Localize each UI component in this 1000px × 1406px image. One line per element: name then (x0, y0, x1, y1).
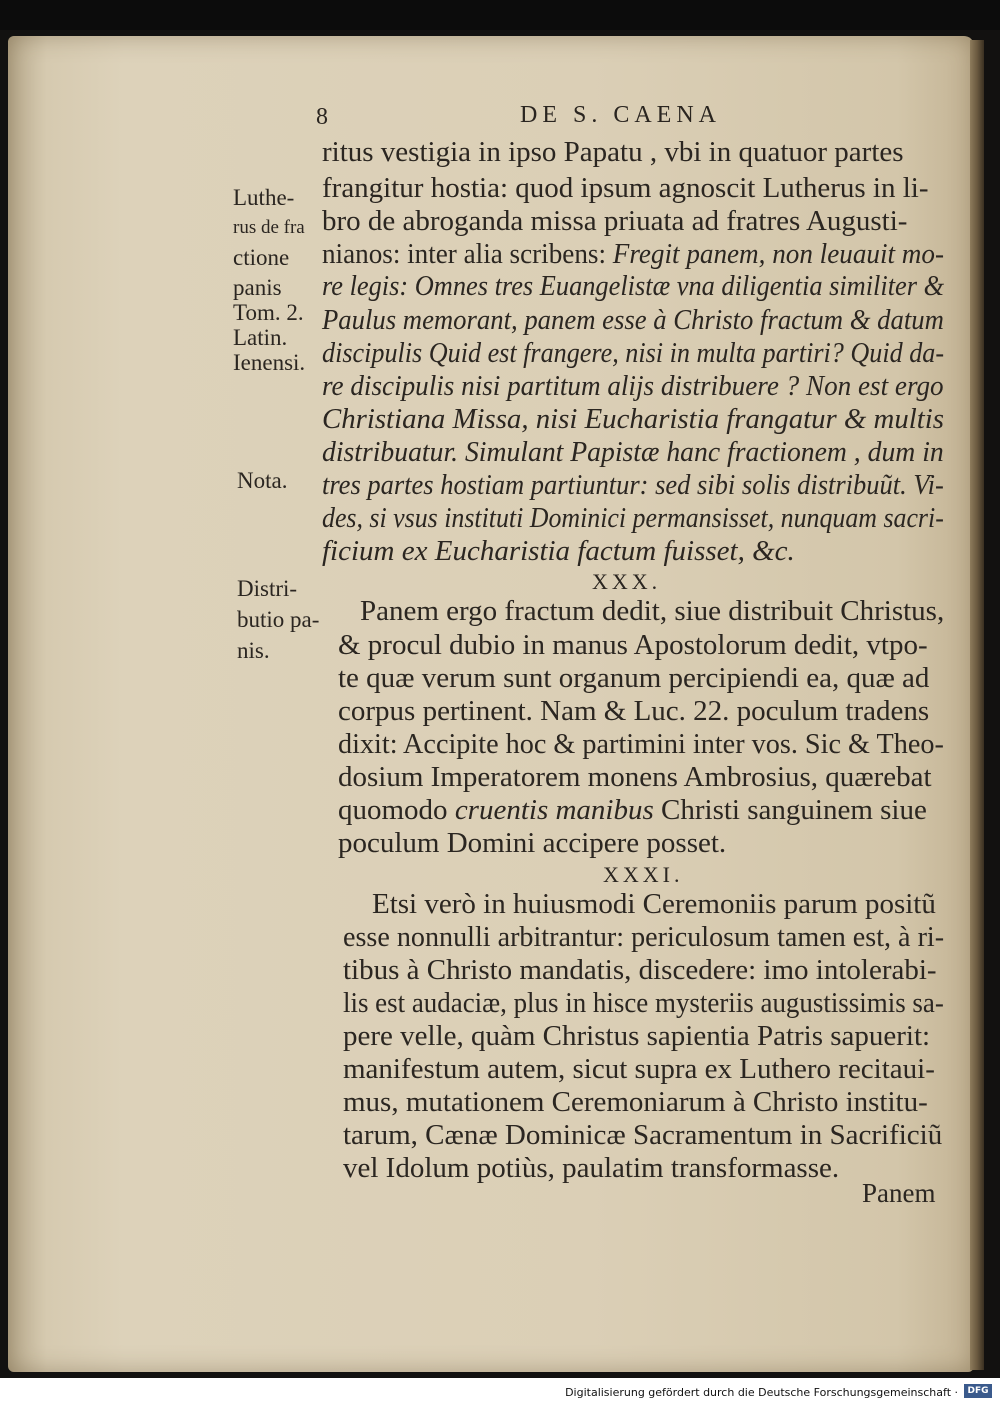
running-title: DE S. CAENA (520, 102, 722, 128)
margin-note-line: Nota. (237, 468, 288, 493)
margin-note-distributio (237, 575, 319, 664)
margin-note-line: Luthe- (233, 185, 295, 210)
text-line: ritus vestigia in ipso Papatu , vbi in quatuor partes (322, 136, 904, 168)
margin-note-line: panis (233, 275, 282, 300)
text-line: bro de abroganda missa priuata ad fratres Augusti- (322, 205, 908, 237)
text-span: quomodo (338, 794, 455, 826)
section-heading-xxx: XXX. (592, 569, 662, 594)
page-edge (970, 40, 984, 1370)
text-span-italic: cruentis manibus (454, 794, 654, 826)
text-line: dixit: Accipite hoc & partimini inter vos. Sic & Theo- (338, 728, 944, 760)
text-span-italic: Fregit panem, non leuauit mo- (612, 238, 944, 270)
margin-note-line: Ienensi. (233, 350, 306, 375)
margin-note-line: rus de fra (233, 217, 305, 238)
text-line: re discipulis nisi partitum alijs distribuere ? Non est ergo (322, 370, 944, 402)
text-line: poculum Domini accipere posset. (338, 827, 727, 859)
text-line: discipulis Quid est frangere, nisi in multa partiri? Quid da- (322, 337, 945, 369)
text-line: esse nonnulli arbitrantur: periculosum tamen est, à ri- (343, 921, 945, 953)
footer-credit: Digitalisierung gefördert durch die Deutsche Forschungsgemeinschaft · (565, 1386, 958, 1399)
margin-note-line: ctione (233, 245, 290, 270)
text-line: Christiana Missa, nisi Eucharistia frangatur & multis (322, 403, 944, 435)
text-line: & procul dubio in manus Apostolorum dedit, vtpo- (338, 629, 928, 661)
margin-note-line: nis. (237, 638, 270, 663)
text-line: te quæ verum sunt organum percipiendi ea, quæ ad (338, 662, 930, 694)
margin-note-nota (237, 467, 287, 494)
margin-note-line: butio pa- (237, 607, 320, 632)
text-line: tibus à Christo mandatis, discedere: imo intolerabi- (343, 954, 937, 986)
text-line: tres partes hostiam partiuntur: sed sibi solis distribuũt. Vi- (322, 469, 944, 501)
text-line: Panem ergo fractum dedit, siue distribuit Christus, (360, 595, 945, 627)
text-line: distribuatur. Simulant Papistæ hanc fractionem , dum in (322, 436, 944, 468)
text-line (338, 794, 927, 826)
margin-note-line: Tom. 2. (233, 300, 304, 325)
text-span: Christi sanguinem siue (653, 794, 927, 826)
text-line: manifestum autem, sicut supra ex Luthero recitaui- (343, 1053, 935, 1085)
footer-bar (0, 1378, 1000, 1406)
section-heading-xxxi: XXXI. (603, 862, 684, 887)
text-line: corpus pertinent. Nam & Luc. 22. poculum tradens (338, 695, 930, 727)
page-number: 8 (316, 104, 328, 130)
text-line: lis est audaciæ, plus in hisce mysteriis augustissimis sa- (343, 987, 944, 1019)
dfg-logo: DFG (964, 1384, 992, 1398)
catchword: Panem (862, 1178, 936, 1208)
text-line (322, 238, 944, 270)
text-line: tarum, Cænæ Dominicæ Sacramentum in Sacrificiũ (343, 1119, 943, 1151)
text-line: pere velle, quàm Christus sapientia Patris sapuerit: (343, 1020, 931, 1052)
text-line: Paulus memorant, panem esse à Christo fractum & datum (322, 304, 944, 336)
margin-note-luther (233, 184, 305, 376)
text-line: dosium Imperatorem monens Ambrosius, quærebat (338, 761, 932, 793)
text-line: re legis: Omnes tres Euangelistæ vna diligentia similiter & (322, 270, 945, 302)
text-line: des, si vsus instituti Dominici permansisset, nunquam sacri- (322, 502, 944, 534)
text-line: ficium ex Eucharistia factum fuisset, &c. (322, 535, 795, 567)
margin-note-line: Distri- (237, 576, 298, 601)
text-line: Etsi verò in huiusmodi Ceremoniis parum positũ (372, 888, 936, 920)
margin-note-line: Latin. (233, 325, 288, 350)
text-span: nianos: inter alia scribens: (322, 238, 613, 270)
text-line: frangitur hostia: quod ipsum agnoscit Lutherus in li- (322, 172, 929, 204)
text-line: vel Idolum potiùs, paulatim transformasse. (343, 1152, 840, 1184)
text-line: mus, mutationem Ceremoniarum à Christo institu- (343, 1086, 928, 1118)
